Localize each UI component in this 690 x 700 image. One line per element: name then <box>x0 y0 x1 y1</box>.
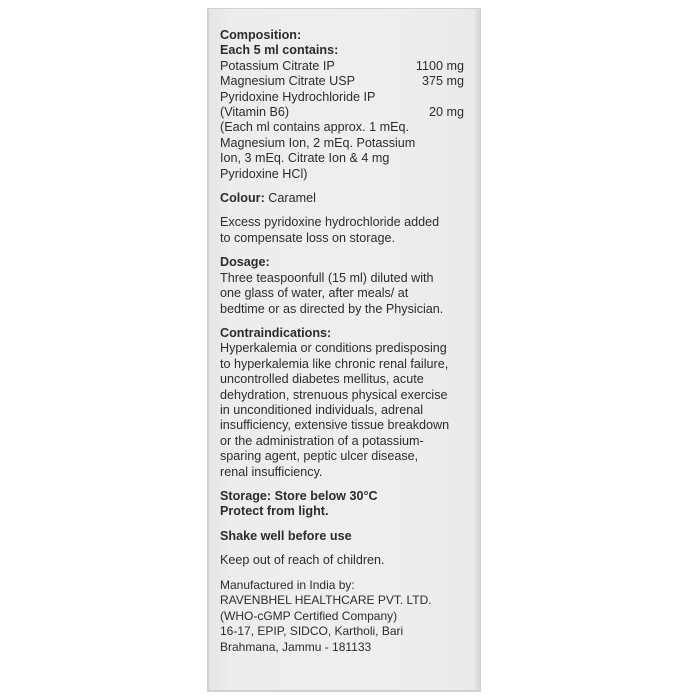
ingredient-name: Magnesium Citrate USP <box>220 74 356 89</box>
ingredient-name: Potassium Citrate IP <box>220 58 335 73</box>
contraindications-line: uncontrolled diabetes mellitus, acute <box>220 372 424 387</box>
composition-subheading: Each 5 ml contains: <box>220 43 339 58</box>
manufacturer-line: Manufactured in India by: <box>220 577 355 592</box>
manufacturer-line: Brahmana, Jammu - 181133 <box>220 639 372 654</box>
colour-value: Caramel <box>268 191 316 206</box>
contraindications-line: dehydration, strenuous physical exercise <box>220 387 448 402</box>
contraindications-line: insufficiency, extensive tissue breakdown <box>220 418 450 433</box>
carton-fold-edge <box>474 9 480 690</box>
contraindications-line: to hyperkalemia like chronic renal failure, <box>220 356 449 371</box>
ingredient-amount: 375 mg <box>421 74 464 89</box>
manufacturer-line: RAVENBHEL HEALTHCARE PVT. LTD. <box>220 593 432 608</box>
excess-note-line: to compensate loss on storage. <box>220 230 396 245</box>
excess-note-line: Excess pyridoxine hydrochloride added <box>220 215 440 230</box>
contraindications-line: renal insufficiency. <box>220 464 323 479</box>
composition-heading: Composition: <box>220 28 302 42</box>
ingredient-amount: 20 mg <box>428 105 464 120</box>
ingredient-row <box>220 59 470 74</box>
dosage-heading: Dosage: <box>220 255 270 270</box>
storage-line: Storage: Store below 30°C <box>220 488 378 503</box>
keep-away-line: Keep out of reach of children. <box>220 553 385 568</box>
protect-light-line: Protect from light. <box>220 504 329 519</box>
contraindications-line: sparing agent, peptic ulcer disease, <box>220 449 419 464</box>
ingredient-name: (Vitamin B6) <box>220 105 290 120</box>
manufacturer-line: 16-17, EPIP, SIDCO, Kartholi, Bari <box>220 624 404 639</box>
ingredient-row <box>220 90 470 105</box>
contraindications-line: in unconditioned individuals, adrenal <box>220 402 424 417</box>
ingredient-name: Pyridoxine Hydrochloride IP <box>220 89 376 104</box>
dosage-line: bedtime or as directed by the Physician. <box>220 301 444 316</box>
composition-note-line: Pyridoxine HCl) <box>220 166 308 181</box>
composition-note-line: Ion, 3 mEq. Citrate Ion & 4 mg <box>220 151 390 166</box>
dosage-line: one glass of water, after meals/ at <box>220 286 409 301</box>
ingredient-amount: 1100 mg <box>415 58 464 73</box>
ingredient-amount <box>464 90 470 105</box>
colour-line <box>220 191 470 206</box>
contraindications-heading: Contraindications: <box>220 325 332 340</box>
label-text-block <box>220 28 470 656</box>
colour-label: Colour: <box>220 191 265 206</box>
contraindications-line: or the administration of a potassium- <box>220 433 424 448</box>
shake-well-line: Shake well before use <box>220 528 352 543</box>
manufacturer-line: (WHO-cGMP Certified Company) <box>220 608 398 623</box>
ingredient-row <box>220 74 470 89</box>
composition-note-line: Magnesium Ion, 2 mEq. Potassium <box>220 135 416 150</box>
dosage-line: Three teaspoonfull (15 ml) diluted with <box>220 270 434 285</box>
composition-note-line: (Each ml contains approx. 1 mEq. <box>220 120 409 135</box>
ingredient-row <box>220 105 470 120</box>
contraindications-line: Hyperkalemia or conditions predisposing <box>220 341 447 356</box>
